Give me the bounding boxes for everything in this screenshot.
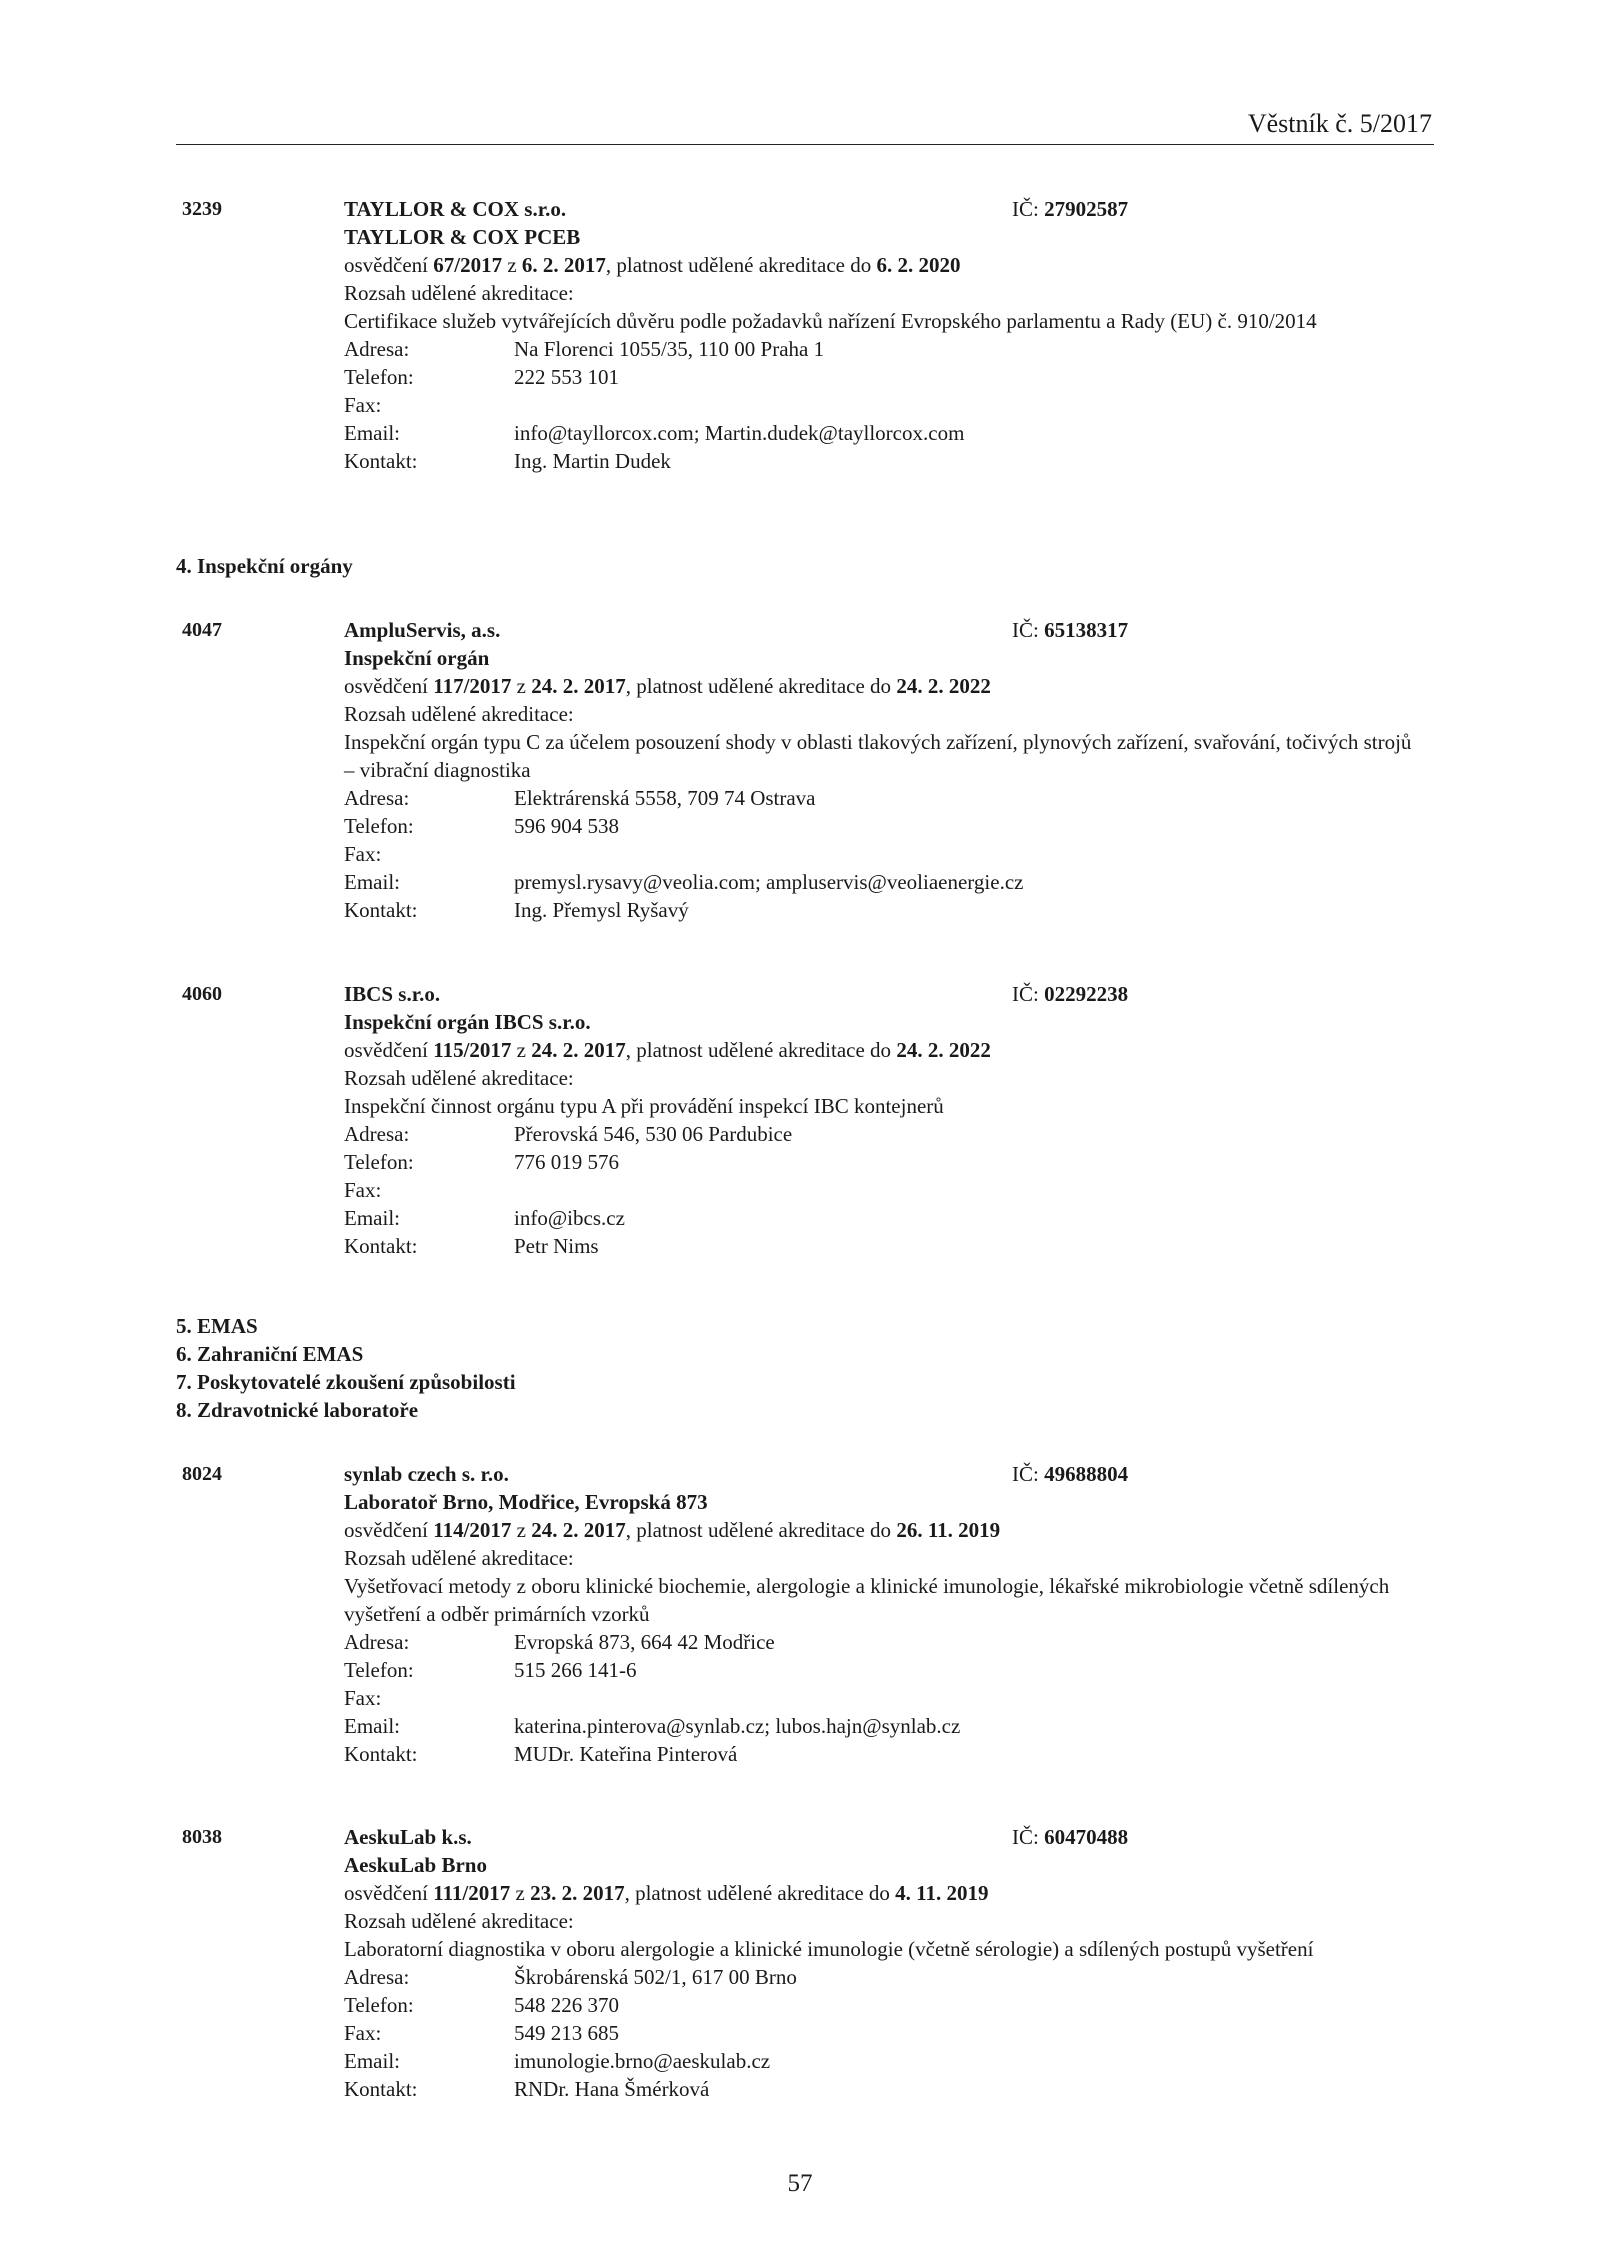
- fax-row: [344, 2019, 1414, 2047]
- certificate-line: [344, 1516, 1414, 1544]
- page-header-title: Věstník č. 5/2017: [1247, 109, 1432, 138]
- entry-body: [344, 1851, 1414, 2103]
- cert-z: z: [515, 1881, 525, 1905]
- contact-label: Kontakt:: [344, 449, 418, 473]
- unit-name: Inspekční orgán IBCS s.r.o.: [344, 1010, 591, 1034]
- contact-value: Ing. Přemysl Ryšavý: [514, 898, 689, 922]
- fax-row: [344, 1176, 1414, 1204]
- ic-value: 65138317: [1044, 618, 1129, 642]
- email-label: Email:: [344, 1714, 400, 1738]
- ic-field: [1012, 195, 1128, 223]
- address-row: [344, 1963, 1414, 1991]
- scope-text: Vyšetřovací metody z oboru klinické biochemie, alergologie a klinické imunologie, lékařské mikrobiologie včetně sdílených vyšetření a odběr primárních vzorků: [344, 1574, 1390, 1626]
- fax-label: Fax:: [344, 1686, 382, 1710]
- scope-label: Rozsah udělené akreditace:: [344, 1909, 574, 1933]
- phone-value: 776 019 576: [514, 1150, 619, 1174]
- section-heading-4: 4. Inspekční orgány: [176, 554, 353, 578]
- contact-row: [344, 2075, 1414, 2103]
- address-value: Elektrárenská 5558, 709 74 Ostrava: [514, 786, 816, 810]
- valid-until: 24. 2. 2022: [896, 1038, 991, 1062]
- entry-number: 8038: [182, 1826, 222, 1848]
- ic-value: 27902587: [1044, 197, 1129, 221]
- address-row: [344, 335, 1414, 363]
- unit-name: AeskuLab Brno: [344, 1853, 487, 1877]
- email-row: [344, 868, 1414, 896]
- cert-prefix: osvědčení: [344, 674, 428, 698]
- ic-field: [1012, 1823, 1128, 1851]
- contact-value: Ing. Martin Dudek: [514, 449, 671, 473]
- section-heading-5: 5. EMAS: [176, 1314, 258, 1338]
- contact-row: [344, 896, 1414, 924]
- cert-z: z: [516, 1518, 526, 1542]
- fax-label: Fax:: [344, 2021, 382, 2045]
- unit-name: TAYLLOR & COX PCEB: [344, 225, 581, 249]
- fax-label: Fax:: [344, 842, 382, 866]
- cert-mid: , platnost udělené akreditace do: [625, 1518, 892, 1542]
- cert-z: z: [516, 674, 526, 698]
- cert-date: 24. 2. 2017: [531, 1518, 626, 1542]
- cert-date: 6. 2. 2017: [521, 253, 606, 277]
- cert-z: z: [516, 1038, 526, 1062]
- entry-body: [344, 644, 1414, 924]
- address-label: Adresa:: [344, 1965, 410, 1989]
- cert-date: 23. 2. 2017: [530, 1881, 625, 1905]
- ic-label: IČ:: [1012, 1462, 1039, 1486]
- contact-value: RNDr. Hana Šmérková: [514, 2077, 710, 2101]
- unit-name: Laboratoř Brno, Modřice, Evropská 873: [344, 1490, 708, 1514]
- cert-prefix: osvědčení: [344, 1881, 428, 1905]
- scope-text: Inspekční činnost orgánu typu A při provádění inspekcí IBC kontejnerů: [344, 1094, 944, 1118]
- contact-value: MUDr. Kateřina Pinterová: [514, 1742, 738, 1766]
- address-row: [344, 1628, 1414, 1656]
- scope-text: Laboratorní diagnostika v oboru alergologie a klinické imunologie (včetně sérologie) a sdílených postupů vyšetření: [344, 1937, 1314, 1961]
- company-name: synlab czech s. r.o.: [344, 1462, 509, 1486]
- phone-row: [344, 1656, 1414, 1684]
- email-row: [344, 2047, 1414, 2075]
- company-name: AeskuLab k.s.: [344, 1825, 472, 1849]
- scope-label: Rozsah udělené akreditace:: [344, 281, 574, 305]
- fax-label: Fax:: [344, 393, 382, 417]
- company-name: AmpluServis, a.s.: [344, 618, 501, 642]
- email-value: imunologie.brno@aeskulab.cz: [514, 2049, 771, 2073]
- cert-date: 24. 2. 2017: [531, 1038, 626, 1062]
- contact-value: Petr Nims: [514, 1234, 599, 1258]
- fax-row: [344, 391, 1414, 419]
- cert-mid: , platnost udělené akreditace do: [625, 674, 892, 698]
- cert-z: z: [507, 253, 517, 277]
- valid-until: 4. 11. 2019: [895, 1881, 989, 1905]
- contact-label: Kontakt:: [344, 2077, 418, 2101]
- header-rule: [176, 144, 1434, 145]
- phone-value: 515 266 141-6: [514, 1658, 637, 1682]
- scope-label: Rozsah udělené akreditace:: [344, 1066, 574, 1090]
- ic-label: IČ:: [1012, 197, 1039, 221]
- scope-label: Rozsah udělené akreditace:: [344, 1546, 574, 1570]
- address-label: Adresa:: [344, 786, 410, 810]
- phone-row: [344, 1991, 1414, 2019]
- cert-number: 114/2017: [433, 1518, 512, 1542]
- email-row: [344, 1204, 1414, 1232]
- unit-name: Inspekční orgán: [344, 646, 490, 670]
- certificate-line: [344, 672, 1414, 700]
- cert-prefix: osvědčení: [344, 1518, 428, 1542]
- valid-until: 6. 2. 2020: [876, 253, 961, 277]
- email-row: [344, 419, 1414, 447]
- scope-text: Certifikace služeb vytvářejících důvěru podle požadavků nařízení Evropského parlamentu a Rady (EU) č. 910/2014: [344, 309, 1317, 333]
- ic-value: 60470488: [1044, 1825, 1129, 1849]
- phone-label: Telefon:: [344, 1658, 414, 1682]
- certificate-line: [344, 1879, 1414, 1907]
- address-value: Škrobárenská 502/1, 617 00 Brno: [514, 1965, 797, 1989]
- section-heading-8: 8. Zdravotnické laboratoře: [176, 1398, 419, 1422]
- ic-label: IČ:: [1012, 982, 1039, 1006]
- email-label: Email:: [344, 870, 400, 894]
- cert-mid: , platnost udělené akreditace do: [605, 253, 872, 277]
- entry-body: [344, 1008, 1414, 1260]
- address-label: Adresa:: [344, 1630, 410, 1654]
- phone-label: Telefon:: [344, 1150, 414, 1174]
- contact-label: Kontakt:: [344, 1742, 418, 1766]
- cert-number: 115/2017: [433, 1038, 512, 1062]
- phone-label: Telefon:: [344, 814, 414, 838]
- cert-number: 117/2017: [433, 674, 512, 698]
- cert-number: 67/2017: [433, 253, 503, 277]
- phone-row: [344, 812, 1414, 840]
- contact-row: [344, 1740, 1414, 1768]
- contact-label: Kontakt:: [344, 898, 418, 922]
- cert-number: 111/2017: [433, 1881, 511, 1905]
- company-name: TAYLLOR & COX s.r.o.: [344, 197, 567, 221]
- contact-row: [344, 447, 1414, 475]
- entry-body: [344, 223, 1414, 475]
- certificate-line: [344, 1036, 1414, 1064]
- address-row: [344, 784, 1414, 812]
- fax-row: [344, 840, 1414, 868]
- ic-value: 02292238: [1044, 982, 1129, 1006]
- ic-label: IČ:: [1012, 1825, 1039, 1849]
- cert-mid: , platnost udělené akreditace do: [625, 1038, 892, 1062]
- contact-label: Kontakt:: [344, 1234, 418, 1258]
- address-value: Přerovská 546, 530 06 Pardubice: [514, 1122, 793, 1146]
- scope-text: Inspekční orgán typu C za účelem posouzení shody v oblasti tlakových zařízení, plynových zařízení, svařování, točivých strojů – vibrační diagnostika: [344, 730, 1412, 782]
- phone-row: [344, 363, 1414, 391]
- address-value: Evropská 873, 664 42 Modřice: [514, 1630, 775, 1654]
- contact-row: [344, 1232, 1414, 1260]
- ic-label: IČ:: [1012, 618, 1039, 642]
- phone-value: 596 904 538: [514, 814, 619, 838]
- cert-date: 24. 2. 2017: [531, 674, 626, 698]
- fax-value: 549 213 685: [514, 2021, 619, 2045]
- ic-field: [1012, 616, 1128, 644]
- section-heading-6: 6. Zahraniční EMAS: [176, 1342, 364, 1366]
- phone-label: Telefon:: [344, 365, 414, 389]
- certificate-line: [344, 251, 1414, 279]
- email-label: Email:: [344, 1206, 400, 1230]
- cert-prefix: osvědčení: [344, 1038, 428, 1062]
- cert-prefix: osvědčení: [344, 253, 428, 277]
- ic-value: 49688804: [1044, 1462, 1129, 1486]
- valid-until: 26. 11. 2019: [896, 1518, 1001, 1542]
- ic-field: [1012, 980, 1128, 1008]
- phone-label: Telefon:: [344, 1993, 414, 2017]
- ic-field: [1012, 1460, 1128, 1488]
- phone-value: 548 226 370: [514, 1993, 619, 2017]
- section-heading-7: 7. Poskytovatelé zkoušení způsobilosti: [176, 1370, 516, 1394]
- entry-number: 8024: [182, 1463, 222, 1485]
- company-name: IBCS s.r.o.: [344, 982, 441, 1006]
- fax-label: Fax:: [344, 1178, 382, 1202]
- scope-label: Rozsah udělené akreditace:: [344, 702, 574, 726]
- email-label: Email:: [344, 2049, 400, 2073]
- entry-number: 4047: [182, 619, 222, 641]
- address-value: Na Florenci 1055/35, 110 00 Praha 1: [514, 337, 825, 361]
- email-value: info@ibcs.cz: [514, 1206, 625, 1230]
- entry-number: 4060: [182, 983, 222, 1005]
- cert-mid: , platnost udělené akreditace do: [624, 1881, 890, 1905]
- phone-row: [344, 1148, 1414, 1176]
- fax-row: [344, 1684, 1414, 1712]
- address-label: Adresa:: [344, 337, 410, 361]
- email-label: Email:: [344, 421, 400, 445]
- page-number: 57: [787, 2170, 813, 2197]
- address-row: [344, 1120, 1414, 1148]
- phone-value: 222 553 101: [514, 365, 619, 389]
- email-value: premysl.rysavy@veolia.com; ampluservis@veoliaenergie.cz: [514, 870, 1024, 894]
- email-value: katerina.pinterova@synlab.cz; lubos.hajn@synlab.cz: [514, 1714, 961, 1738]
- email-value: info@tayllorcox.com; Martin.dudek@tayllorcox.com: [514, 421, 965, 445]
- email-row: [344, 1712, 1414, 1740]
- valid-until: 24. 2. 2022: [896, 674, 991, 698]
- entry-number: 3239: [182, 198, 222, 220]
- address-label: Adresa:: [344, 1122, 410, 1146]
- entry-body: [344, 1488, 1414, 1768]
